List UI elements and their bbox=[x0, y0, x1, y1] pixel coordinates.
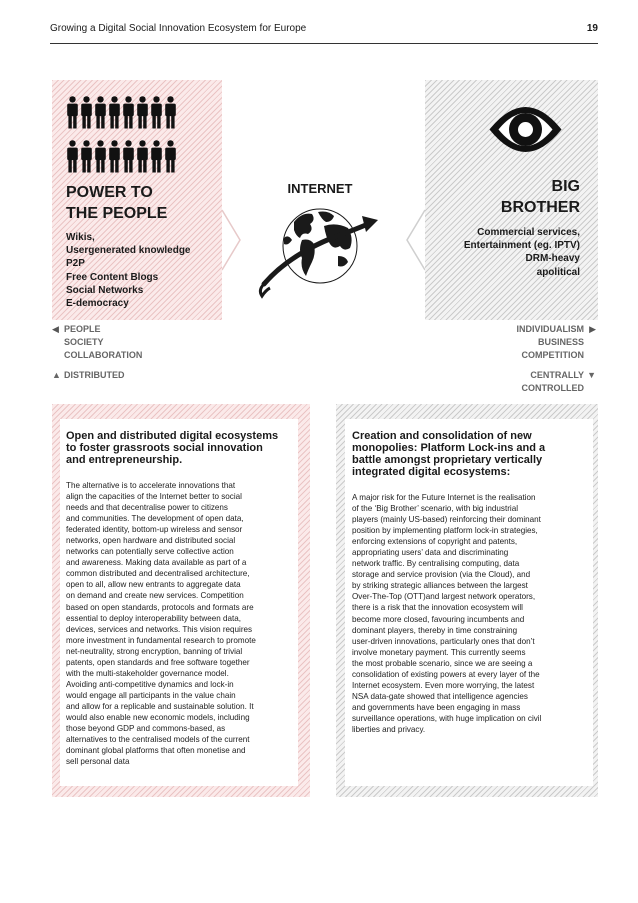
text-line: would engage all participants in the value chain bbox=[66, 690, 236, 700]
person-icon bbox=[66, 96, 79, 129]
person-icon bbox=[150, 140, 163, 173]
text-line: the most probable scenario, since we are seeing a bbox=[352, 658, 533, 668]
text-line: would also enable new economic models, including bbox=[66, 712, 250, 722]
list-item: E-democracy bbox=[66, 298, 129, 310]
person-icon bbox=[122, 96, 135, 129]
axis-left-labels bbox=[52, 323, 142, 362]
axis-label: COMPETITION bbox=[521, 350, 584, 360]
person-icon bbox=[136, 140, 149, 173]
text-line: those beyond GDP and commons-based, as bbox=[66, 724, 226, 734]
axis-left-distributed bbox=[52, 369, 125, 382]
text-line: The alternative is to accelerate innovations that bbox=[66, 481, 236, 490]
title-line: BROTHER bbox=[500, 199, 580, 216]
text-line: dominant global platforms that often monetise and bbox=[66, 746, 246, 756]
people-icon bbox=[66, 96, 186, 184]
axis-label: COLLABORATION bbox=[64, 350, 143, 360]
text-line: position by implementing platform lock-in strategies, bbox=[352, 526, 538, 536]
internet-label: INTERNET bbox=[287, 181, 353, 196]
arrow-left-icon: ◀ bbox=[52, 324, 59, 334]
person-icon bbox=[150, 96, 163, 129]
text-line: players (mainly US-based) reinforcing their dominant bbox=[352, 515, 541, 525]
list-item: Free Content Blogs bbox=[66, 271, 159, 283]
text-line: patents, open standards and free software together bbox=[66, 657, 250, 667]
arrow-up-icon: ▲ bbox=[52, 370, 61, 380]
person-icon bbox=[122, 140, 135, 173]
list-item: Entertainment (eg. IPTV) bbox=[463, 240, 580, 252]
text-line: alternatives to the centralised models of the current bbox=[66, 735, 250, 745]
arrow-down-icon: ▼ bbox=[587, 370, 596, 380]
axis-right-labels bbox=[517, 323, 597, 362]
person-icon bbox=[94, 96, 107, 129]
title-line: THE PEOPLE bbox=[66, 205, 168, 222]
monopolies-body bbox=[352, 492, 541, 735]
text-line: more investment in fundamental research to promote bbox=[66, 635, 256, 645]
text-line: essential to deploy interoperability between data, bbox=[66, 613, 242, 623]
text-line: and awareness. Making data available as part of a bbox=[66, 558, 247, 568]
text-line: enforcing extensions of copyright and patents, bbox=[352, 537, 518, 547]
text-line: NSA data-gate showed that intelligence agencies bbox=[352, 691, 528, 701]
text-line: by striking strategic alliances between the largest bbox=[352, 581, 528, 591]
axis-label: CONTROLLED bbox=[521, 383, 584, 393]
text-line: there is a risk that the innovation ecosystem will bbox=[352, 603, 523, 613]
text-line: monopolies: Platform Lock-ins and a bbox=[352, 442, 546, 454]
person-icon bbox=[164, 140, 177, 173]
text-line: consolidation of existing powers at every layer of the bbox=[352, 669, 540, 679]
text-line: align the capacities of the Internet better to social bbox=[66, 492, 242, 502]
list-item: Commercial services, bbox=[477, 227, 580, 238]
text-line: net-neutrality, strong encryption, banning of trivial bbox=[66, 646, 243, 656]
running-header-title: Growing a Digital Social Innovation Ecosystem for Europe bbox=[50, 23, 307, 34]
axis-label: INDIVIDUALISM bbox=[516, 324, 584, 334]
text-line: networks, open hardware and distributed social bbox=[66, 536, 236, 546]
text-line: Internet ecosystem. Even more worrying, the latest bbox=[352, 680, 535, 690]
text-line: appropriating users’ data and discriminating bbox=[352, 548, 509, 558]
text-line: user-driven innovations, particularly ones that don’t bbox=[352, 636, 535, 646]
person-icon bbox=[164, 96, 177, 129]
text-line: and governments have been engaging in mass bbox=[352, 702, 521, 712]
person-icon bbox=[80, 140, 93, 173]
text-line: sell personal data bbox=[66, 757, 130, 767]
text-line: network traffic. By centralising computing, data bbox=[352, 559, 520, 569]
axis-label: BUSINESS bbox=[537, 337, 584, 347]
text-line: battle amongst proprietary vertically bbox=[352, 454, 543, 466]
title-line: BIG bbox=[551, 178, 580, 195]
page-number: 19 bbox=[586, 23, 598, 34]
text-line: on demand and create new services. Competition bbox=[66, 591, 244, 601]
list-item: Social Networks bbox=[66, 284, 144, 296]
text-line: involve monetary payment. This currently seems bbox=[352, 647, 526, 657]
text-line: become more closed, favouring incumbents and bbox=[352, 614, 525, 624]
list-item: apolitical bbox=[536, 266, 580, 278]
text-line: common distributed and decentralised architecture, bbox=[66, 569, 250, 579]
text-line: open to all, allow new entrants to aggregate data bbox=[66, 580, 241, 590]
monopolies-panel bbox=[336, 404, 598, 797]
monopolies-heading bbox=[352, 430, 545, 478]
text-line: of the ‘Big Brother’ scenario, with big industrial bbox=[352, 504, 519, 514]
big-brother-list bbox=[410, 226, 580, 279]
open-ecosystems-panel bbox=[52, 404, 310, 797]
text-line: federated identity, bottom-up wireless and sensor bbox=[66, 525, 243, 535]
text-line: Creation and consolidation of new bbox=[352, 430, 532, 442]
person-icon bbox=[108, 96, 121, 129]
person-icon bbox=[80, 96, 93, 129]
text-line: surveillance operations, with huge implication on civil bbox=[352, 713, 542, 723]
axis-right-centrally-controlled bbox=[522, 369, 597, 395]
open-ecosystems-heading bbox=[66, 430, 278, 466]
text-line: A major risk for the Future Internet is the realisation bbox=[352, 493, 536, 502]
open-ecosystems-body bbox=[66, 480, 256, 767]
axis-label: DISTRIBUTED bbox=[64, 370, 125, 380]
axis-label: SOCIETY bbox=[64, 337, 104, 347]
axis-label: PEOPLE bbox=[64, 324, 101, 334]
text-line: integrated digital ecosystems: bbox=[352, 466, 511, 478]
person-icon bbox=[66, 140, 79, 173]
text-line: needs and that decentralise power to citizens bbox=[66, 503, 228, 513]
power-to-the-people-title bbox=[66, 182, 216, 224]
text-line: Avoiding anti-competitive dynamics and lock-in bbox=[66, 679, 234, 689]
globe-arrow-icon bbox=[254, 198, 382, 308]
header-rule bbox=[50, 43, 598, 44]
text-line: storage and service provision (via the Cloud), and bbox=[352, 570, 531, 580]
text-line: and communities. The development of open data, bbox=[66, 514, 244, 524]
text-line: with the multi-stakeholder governance model. bbox=[66, 668, 229, 678]
person-icon bbox=[136, 96, 149, 129]
power-to-the-people-list bbox=[66, 231, 216, 310]
list-item: Usergenerated knowledge bbox=[66, 245, 191, 257]
person-icon bbox=[108, 140, 121, 173]
big-brother-title bbox=[430, 176, 580, 218]
list-item: P2P bbox=[66, 258, 85, 270]
person-icon bbox=[94, 140, 107, 173]
list-item: Wikis, bbox=[66, 232, 95, 243]
list-item: DRM-heavy bbox=[525, 253, 580, 265]
text-line: and allow for a replicable and sustainable solution. It bbox=[66, 701, 254, 711]
axis-label: CENTRALLY bbox=[530, 370, 584, 380]
text-line: liberties and privacy. bbox=[352, 724, 426, 734]
eye-icon bbox=[488, 92, 563, 167]
text-line: dominant players, thereby in time constraining bbox=[352, 625, 518, 635]
text-line: Over-The-Top (OTT)and largest network operators, bbox=[352, 592, 536, 602]
text-line: Open and distributed digital ecosystems bbox=[66, 430, 279, 442]
text-line: networks can potentially serve collective action bbox=[66, 547, 234, 557]
arrow-right-icon: ▶ bbox=[589, 324, 596, 334]
text-line: to foster grassroots social innovation bbox=[66, 442, 263, 454]
text-line: based on open standards, protocols and formats are bbox=[66, 602, 254, 612]
title-line: POWER TO bbox=[66, 184, 153, 201]
text-line: devices, services and networks. This vision requires bbox=[66, 624, 253, 634]
text-line: and entrepreneurship. bbox=[66, 454, 183, 466]
